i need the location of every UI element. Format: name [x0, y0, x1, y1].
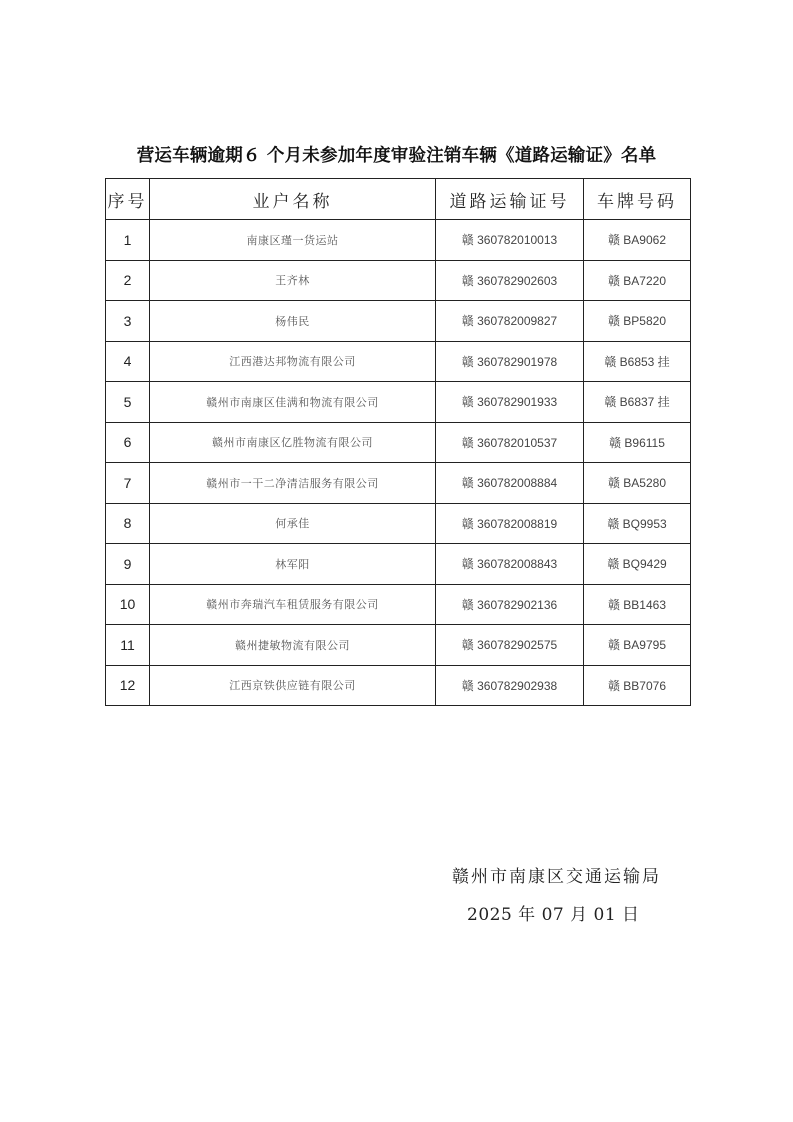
row-plate: 赣 BQ9953 — [584, 503, 691, 544]
row-index: 9 — [106, 544, 150, 585]
row-plate: 赣 BB1463 — [584, 584, 691, 625]
header-name: 业户名称 — [150, 179, 436, 220]
row-plate: 赣 B96115 — [584, 422, 691, 463]
row-plate: 赣 B6837 挂 — [584, 382, 691, 423]
row-permit: 赣 360782902938 — [436, 665, 584, 706]
table-row — [106, 260, 691, 301]
table-row — [106, 422, 691, 463]
row-name: 杨伟民 — [150, 301, 436, 342]
table-header-row — [106, 179, 691, 220]
table-row — [106, 220, 691, 261]
row-index: 12 — [106, 665, 150, 706]
row-name: 南康区瑾一货运站 — [150, 220, 436, 261]
header-plate: 车牌号码 — [584, 179, 691, 220]
row-index: 4 — [106, 341, 150, 382]
table-row — [106, 544, 691, 585]
row-plate: 赣 BB7076 — [584, 665, 691, 706]
table-row — [106, 463, 691, 504]
row-plate: 赣 B6853 挂 — [584, 341, 691, 382]
row-name: 赣州市南康区亿胜物流有限公司 — [150, 422, 436, 463]
row-permit: 赣 360782902136 — [436, 584, 584, 625]
issuing-authority: 赣州市南康区交通运输局 — [452, 867, 661, 887]
row-name: 何承佳 — [150, 503, 436, 544]
row-index: 5 — [106, 382, 150, 423]
row-permit: 赣 360782008843 — [436, 544, 584, 585]
row-permit: 赣 360782902575 — [436, 625, 584, 666]
row-name: 赣州市南康区佳满和物流有限公司 — [150, 382, 436, 423]
row-plate: 赣 BQ9429 — [584, 544, 691, 585]
row-index: 6 — [106, 422, 150, 463]
table-row — [106, 584, 691, 625]
table-row — [106, 625, 691, 666]
table-row — [106, 301, 691, 342]
row-name: 赣州市一干二净清洁服务有限公司 — [150, 463, 436, 504]
row-plate: 赣 BA9795 — [584, 625, 691, 666]
row-plate: 赣 BA7220 — [584, 260, 691, 301]
row-permit: 赣 360782008819 — [436, 503, 584, 544]
row-permit: 赣 360782901978 — [436, 341, 584, 382]
row-index: 7 — [106, 463, 150, 504]
row-permit: 赣 360782010537 — [436, 422, 584, 463]
row-permit: 赣 360782009827 — [436, 301, 584, 342]
row-permit: 赣 360782902603 — [436, 260, 584, 301]
row-plate: 赣 BA9062 — [584, 220, 691, 261]
row-index: 2 — [106, 260, 150, 301]
header-permit: 道路运输证号 — [436, 179, 584, 220]
page-title: 营运车辆逾期６ 个月未参加年度审验注销车辆《道路运输证》名单 — [136, 146, 657, 166]
row-plate: 赣 BP5820 — [584, 301, 691, 342]
row-index: 10 — [106, 584, 150, 625]
row-plate: 赣 BA5280 — [584, 463, 691, 504]
header-index: 序号 — [106, 179, 150, 220]
table-row — [106, 341, 691, 382]
row-name: 赣州捷敏物流有限公司 — [150, 625, 436, 666]
table-row — [106, 382, 691, 423]
issue-date: 2025 年 07 月 01 日 — [467, 905, 640, 925]
row-index: 11 — [106, 625, 150, 666]
row-permit: 赣 360782010013 — [436, 220, 584, 261]
row-name: 王齐林 — [150, 260, 436, 301]
row-name: 赣州市奔瑞汽车租赁服务有限公司 — [150, 584, 436, 625]
row-index: 3 — [106, 301, 150, 342]
row-name: 江西京铁供应链有限公司 — [150, 665, 436, 706]
row-name: 林军阳 — [150, 544, 436, 585]
row-index: 1 — [106, 220, 150, 261]
row-name: 江西港达邦物流有限公司 — [150, 341, 436, 382]
table-row — [106, 503, 691, 544]
row-permit: 赣 360782008884 — [436, 463, 584, 504]
row-index: 8 — [106, 503, 150, 544]
cancellation-table — [105, 178, 691, 706]
row-permit: 赣 360782901933 — [436, 382, 584, 423]
table-row — [106, 665, 691, 706]
